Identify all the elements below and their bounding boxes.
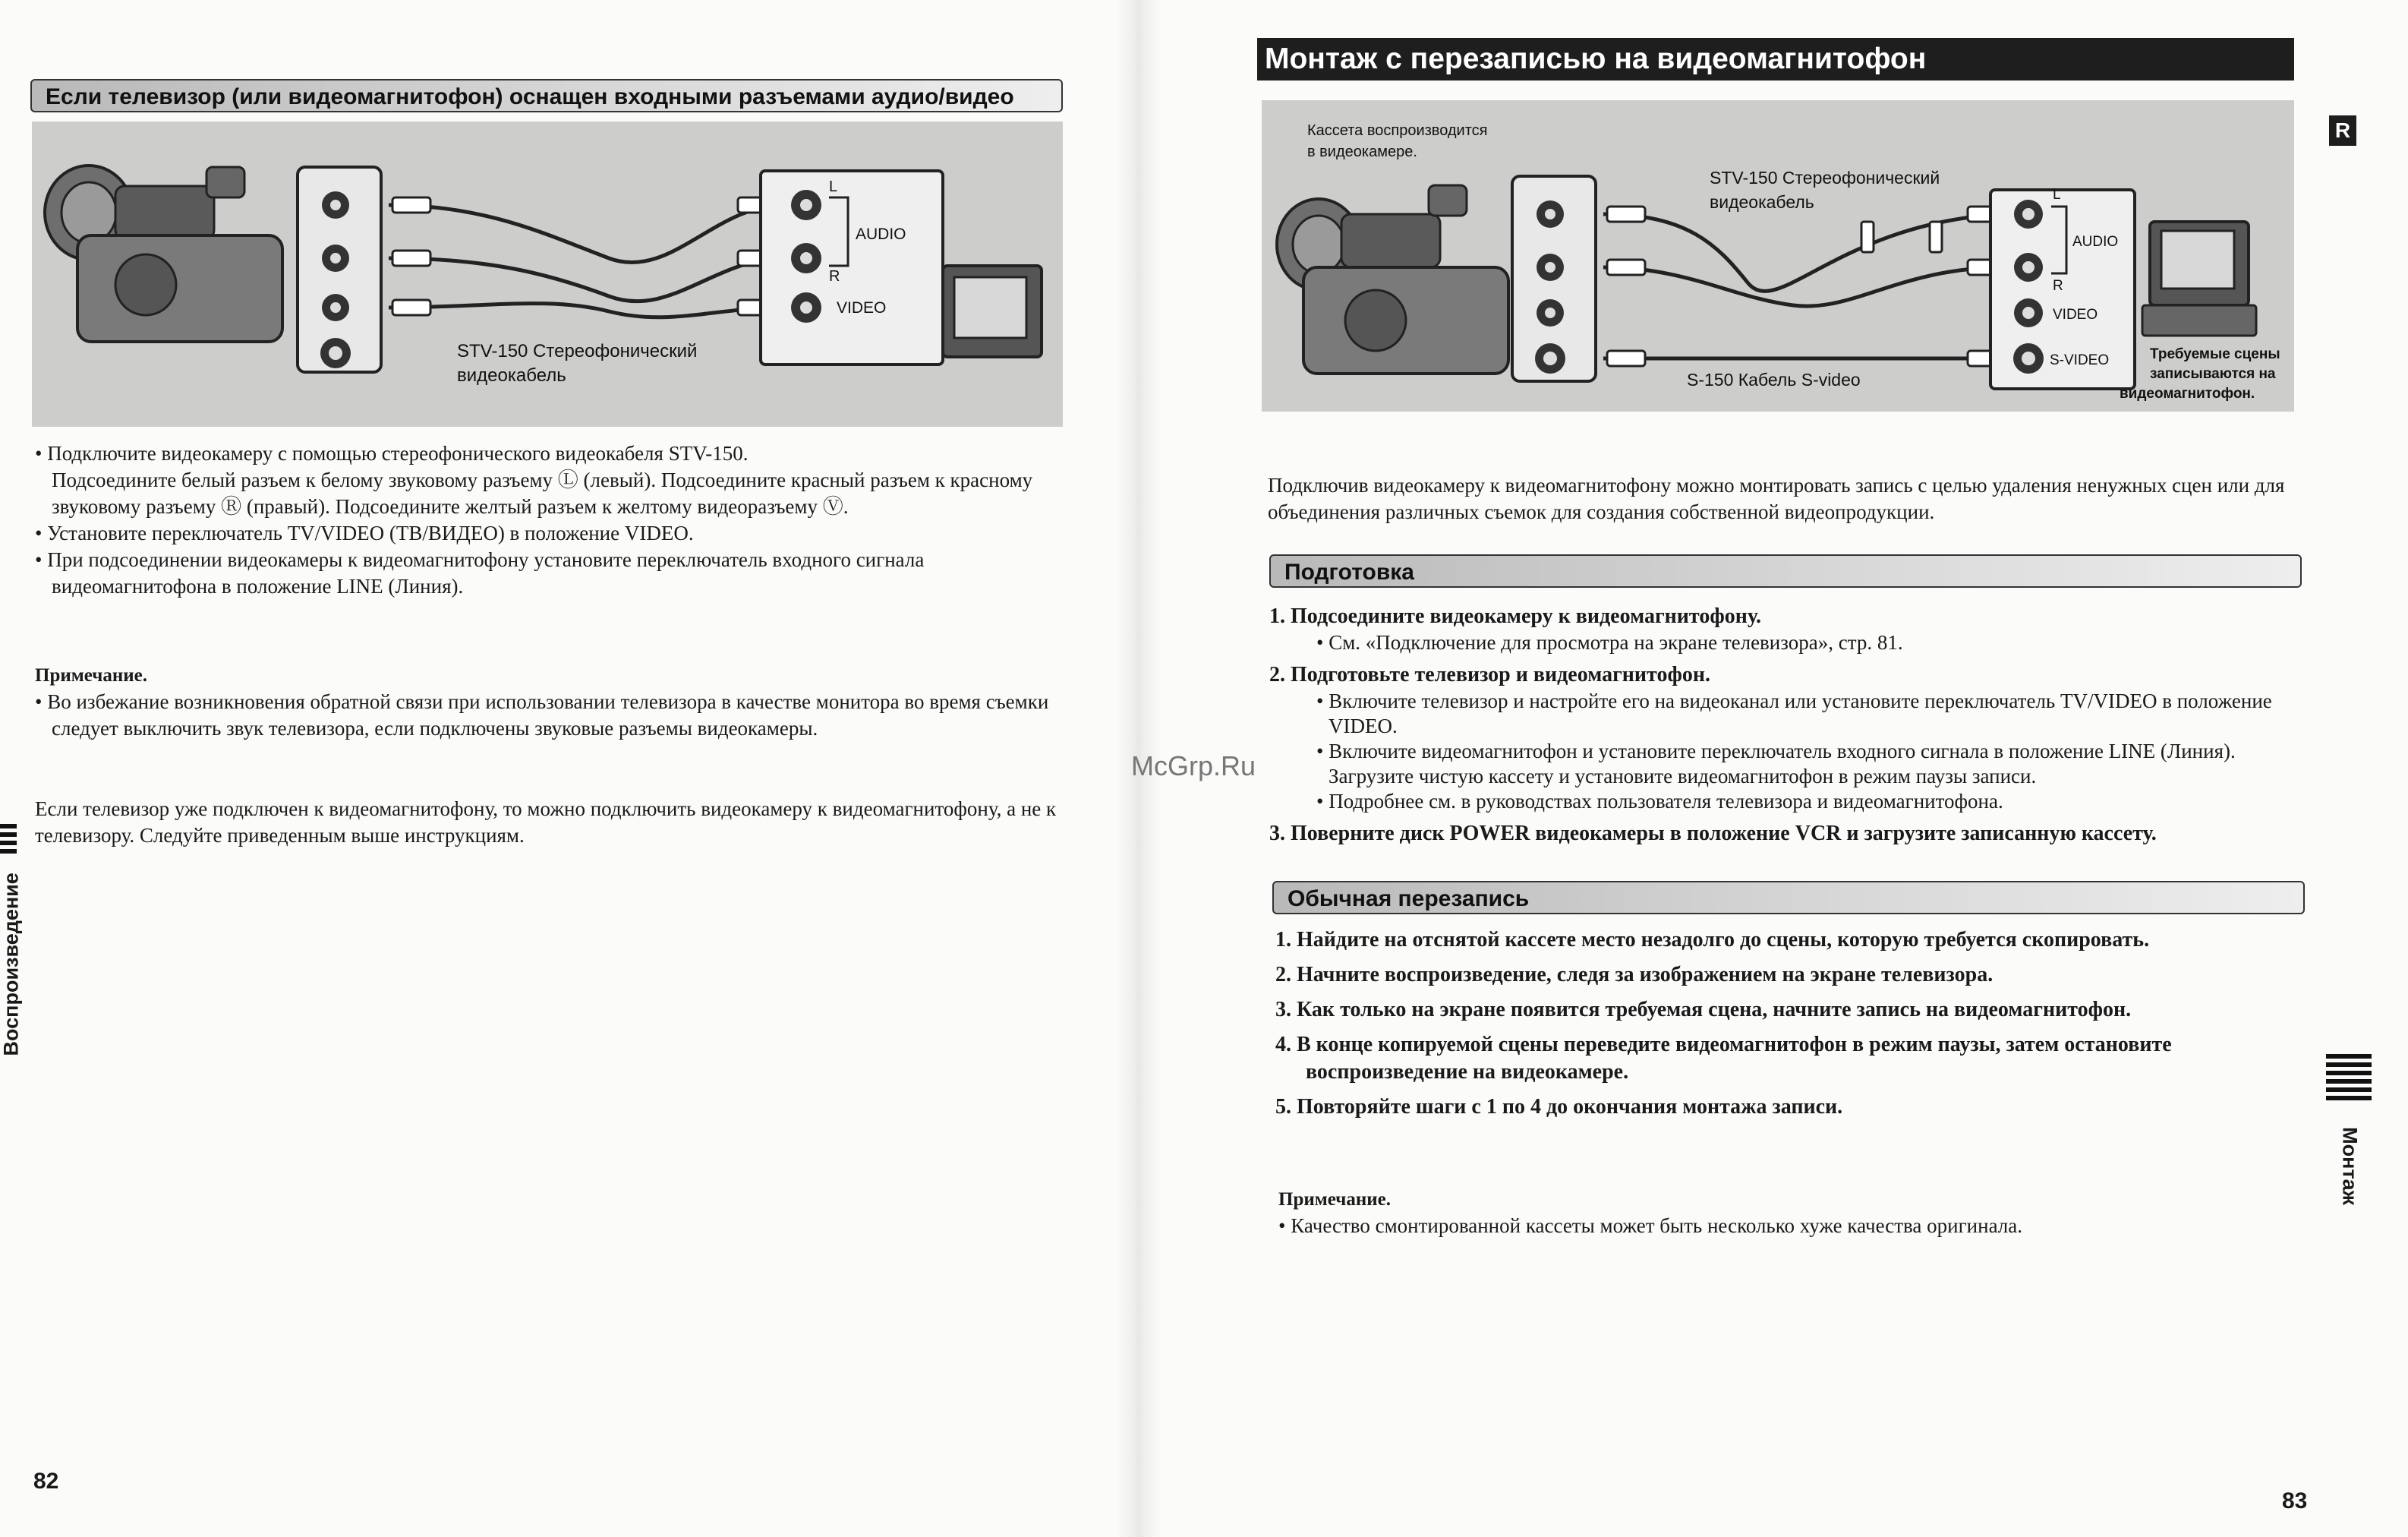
av-cable-lines [389, 205, 783, 317]
diagram-cassette-label-1: Кассета воспроизводится [1307, 122, 1488, 139]
camcorder-icon [45, 166, 282, 342]
prep-step-2-sub-1: • Включите телевизор и настройте его на видеоканал или установите переключатель TV/VIDEO в положение VIDEO. [1316, 690, 2272, 737]
diagram-svideo-cable-label: S-150 Кабель S-video [1687, 370, 1861, 390]
diagram-vcr-svideo: S-VIDEO [2050, 352, 2110, 368]
normal-step-4: 4. В конце копируемой сцены переведите видеомагнитофон в режим паузы, затем остановите воспроизведение на видеокамере. [1275, 1033, 2172, 1084]
normal-step-3: 3. Как только на экране появится требуемая сцена, начните запись на видеомагнитофон. [1275, 998, 2132, 1021]
bullet-1: • Подключите видеокамеру с помощью стереофонического видеокабеля STV-150. [35, 442, 749, 465]
left-tab-stripes [0, 824, 17, 857]
prep-step-2-sub-2: • Включите видеомагнитофон и установите переключатель входного сигнала в положение LINE (Линия). Загрузите чистую кассету и установите видеомагнитофон в режим паузы записи. [1316, 740, 2236, 787]
normal-step-5: 5. Повторяйте шаги с 1 по 4 до окончания монтажа записи. [1275, 1095, 1843, 1119]
cable-plugs-2 [1607, 207, 2006, 366]
diagram-video-label: VIDEO [837, 299, 887, 317]
section-header-normal-dubbing: Обычная перезапись [1272, 881, 2305, 914]
diagram-stv-label-2: видеокабель [1710, 192, 1814, 212]
bullet-1-continuation: Подсоедините белый разъем к белому звуковому разъему Ⓛ (левый). Подсоедините красный разъем к красному звуковому разъему Ⓡ (правый). Подсоедините желтый разъем к желтому видеоразъему Ⓥ. [52, 469, 1033, 518]
prep-step-3: 3. Поверните диск POWER видеокамеры в положение VCR и загрузите записанную кассету. [1269, 822, 2157, 845]
diagram-audio-label: AUDIO [856, 226, 906, 243]
camera-jack-panel-2 [1512, 176, 1596, 381]
normal-steps [1275, 926, 2308, 1121]
diagram-vcr-video: VIDEO [2053, 307, 2098, 323]
left-note-heading: Примечание. [35, 665, 148, 686]
diagram-rec-label-1: Требуемые сцены [2150, 346, 2280, 362]
diagram-rec-label-2: записываются на [2150, 366, 2276, 382]
prep-step-2: 2. Подготовьте телевизор и видеомагнитофон. [1269, 663, 1710, 686]
bullet-3: • При подсоединении видеокамеры к видеомагнитофону установите переключатель входного сигнала видеомагнитофона в положение LINE (Линия). [35, 548, 925, 598]
diagram-cable-label-2: видеокабель [457, 365, 566, 386]
left-paragraph: Если телевизор уже подключен к видеомагнитофону, то можно подключить видеокамеру к видеомагнитофону, а не к телевизору. Следуйте приведенным выше инструкциям. [35, 797, 1057, 847]
diagram-stv-label-1: STV-150 Стереофонический [1710, 168, 1940, 188]
camera-jack-panel [298, 167, 381, 372]
page-number-left: 82 [33, 1469, 59, 1494]
page-title: Монтаж с перезаписью на видеомагнитофон [1257, 38, 2294, 80]
tv-icon-2 [2142, 222, 2256, 336]
diagram-vcr-port-L: L [2053, 187, 2061, 203]
left-note [35, 662, 1052, 742]
diagram-port-R: R [829, 268, 840, 285]
left-bullets [35, 440, 1052, 600]
right-note-text: • Качество смонтированной кассеты может быть несколько хуже качества оригинала. [1278, 1214, 2023, 1237]
left-side-tab: Воспроизведение [0, 873, 23, 1056]
normal-step-1: 1. Найдите на отснятой кассете место незадолго до сцены, которую требуется скопировать. [1275, 928, 2150, 952]
right-tab-stripes [2326, 1054, 2372, 1104]
prep-step-1-sub: • См. «Подключение для просмотра на экране телевизора», стр. 81. [1316, 631, 1903, 654]
av-cable-lines-2 [1603, 214, 2006, 358]
diagram-port-L: L [829, 178, 838, 195]
right-intro: Подключив видеокамеру к видеомагнитофону можно монтировать запись с целью удаления ненужных сцен или для объединения различных съемок для создания собственной видеопродукции. [1268, 474, 2285, 523]
bullet-2: • Установите переключатель TV/VIDEO (ТВ/ВИДЕО) в положение VIDEO. [35, 522, 694, 544]
diagram-rec-label-3: видеомагнитофон. [2120, 386, 2255, 402]
watermark: McGrp.Ru [1131, 750, 1256, 781]
diagram-cassette-label-2: в видеокамере. [1307, 144, 1417, 160]
prep-steps [1269, 603, 2302, 847]
connection-diagram-tv [32, 122, 1063, 427]
prep-step-1: 1. Подсоедините видеокамеру к видеомагнитофону. [1269, 604, 1762, 628]
diagram-svg [32, 122, 1063, 427]
diagram-cable-label-1: STV-150 Стереофонический [457, 341, 698, 361]
right-side-tab: Монтаж [2338, 1127, 2362, 1205]
left-note-text: • Во избежание возникновения обратной связи при использовании телевизора в качестве монитора во время съемки следует выключить звук телевизора, если подключены звуковые разъемы видеокамеры. [35, 690, 1049, 740]
camcorder-icon-2 [1277, 185, 1508, 374]
tv-input-panel [761, 171, 943, 365]
diagram-vcr-audio: AUDIO [2072, 234, 2119, 250]
page-number-right: 83 [2282, 1488, 2308, 1513]
cable-plugs [392, 197, 776, 315]
right-note [1278, 1186, 2296, 1239]
right-note-heading: Примечание. [1278, 1189, 1392, 1210]
tv-icon [943, 266, 1042, 357]
diagram-vcr-svg [1262, 100, 2294, 412]
section-header-av-inputs: Если телевизор (или видеомагнитофон) оснащен входными разъемами аудио/видео [30, 79, 1063, 112]
r-badge: R [2329, 115, 2356, 146]
connection-diagram-vcr [1262, 100, 2294, 412]
diagram-vcr-port-R: R [2053, 278, 2063, 294]
prep-step-2-sub-3: • Подробнее см. в руководствах пользователя телевизора и видеомагнитофона. [1316, 790, 2003, 813]
section-header-preparation: Подготовка [1269, 554, 2302, 588]
normal-step-2: 2. Начните воспроизведение, следя за изображением на экране телевизора. [1275, 963, 1994, 986]
